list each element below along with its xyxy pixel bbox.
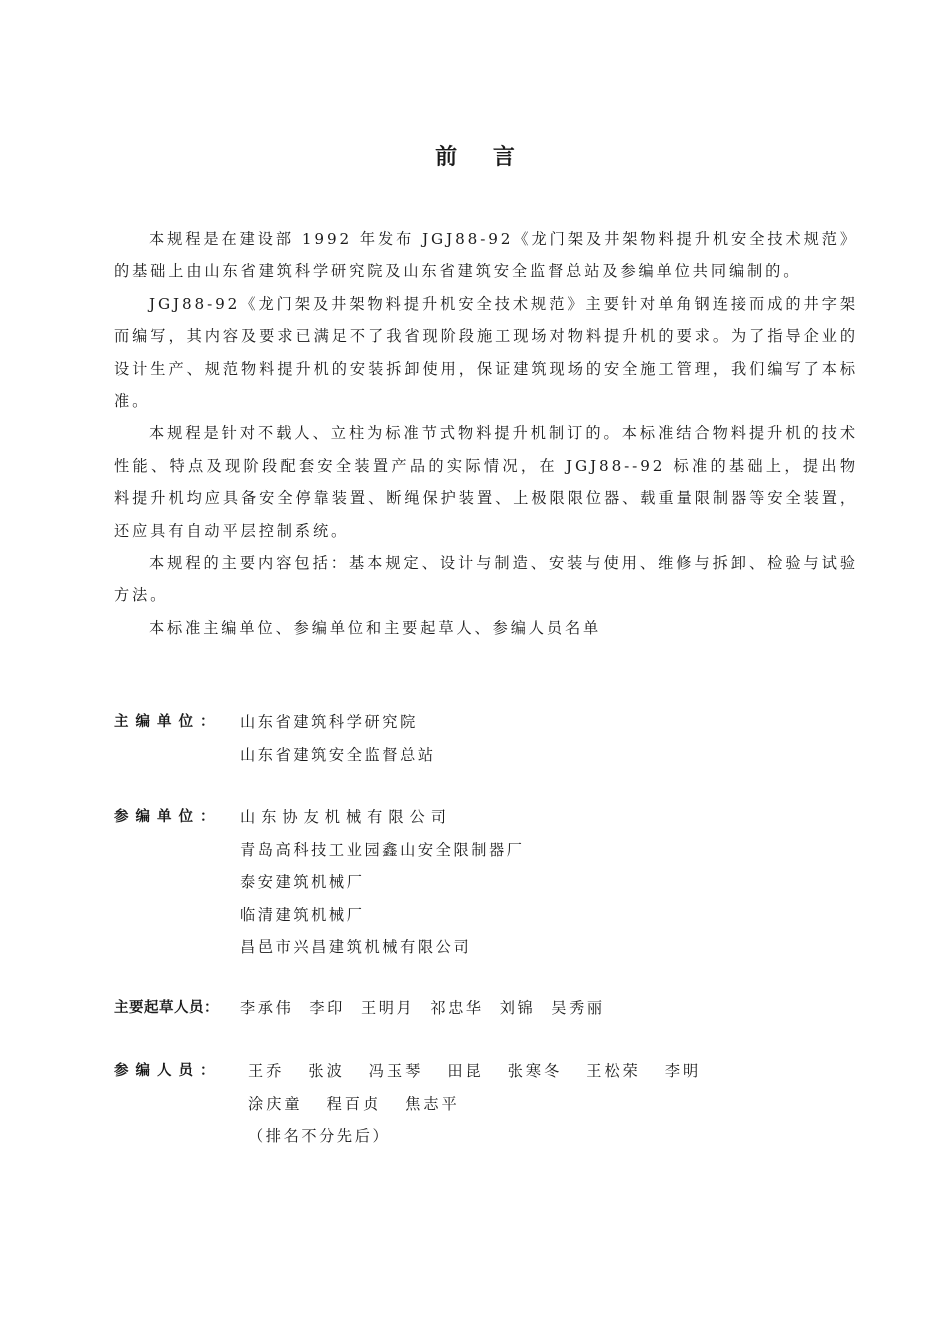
participant-name: 涂庆童 <box>248 1094 303 1113</box>
paragraph-3: 本规程是针对不载人、立柱为标准节式物料提升机制订的。本标准结合物料提升机的技术性能、特点及现阶段配套安全装置产品的实际情况，在 JGJ88--92 标准的基础上，提出物料提升机均应具备安全停靠装置、断绳保护装置、上极限限位器、载重量限制器等安全装置，还应具有自动平层控制系统。 <box>114 424 858 540</box>
main-drafters-label: 主要起草人员： <box>114 1000 219 1016</box>
participant-name: 田昆 <box>447 1062 484 1080</box>
participants-list <box>248 1057 725 1155</box>
participating-unit-item: 临清建筑机械厂 <box>240 905 365 924</box>
participant-name: 冯玉琴 <box>368 1062 424 1080</box>
page-title: 前 言 <box>435 145 529 170</box>
participating-unit-item: 青岛高科技工业园鑫山安全限制器厂 <box>240 840 525 859</box>
participant-name: 王乔 <box>248 1062 285 1080</box>
drafter-name: 王明月 <box>360 999 415 1017</box>
participant-name: 程百贞 <box>326 1094 382 1113</box>
drafter-name: 祁忠华 <box>430 999 484 1017</box>
paragraph-1: 本规程是在建设部 1992 年发布 JGJ88-92《龙门架及井架物料提升机安全技术规范》的基础上由山东省建筑科学研究院及山东省建筑安全监督总站及参编单位共同编制的。 <box>114 230 858 281</box>
paragraph-4: 本规程的主要内容包括：基本规定、设计与制造、安装与使用、维修与拆卸、检验与试验方法。 <box>114 554 858 605</box>
paragraph-5: 本标准主编单位、参编单位和主要起草人、参编人员名单 <box>148 618 602 637</box>
drafter-name: 吴秀丽 <box>551 999 605 1017</box>
participant-name: 焦志平 <box>405 1094 460 1113</box>
participating-units-label: 参编单位： <box>114 809 222 825</box>
participating-unit-item: 昌邑市兴昌建筑机械有限公司 <box>240 938 472 956</box>
chief-unit-item: 山东省建筑科学研究院 <box>240 713 418 731</box>
participating-units-list <box>240 803 525 966</box>
participant-name: 张波 <box>308 1062 345 1080</box>
participant-name: 王松荣 <box>586 1062 641 1080</box>
ranking-note: （排名不分先后） <box>248 1127 391 1145</box>
drafter-name: 刘锦 <box>499 999 536 1017</box>
preface-body <box>114 223 858 644</box>
participating-unit-item: 山东协友机械有限公司 <box>240 808 452 826</box>
drafter-name: 李承伟 <box>240 999 294 1017</box>
participating-unit-item: 泰安建筑机械厂 <box>240 873 365 891</box>
chief-units-list <box>240 708 436 773</box>
participant-name: 张寒冬 <box>507 1062 563 1080</box>
participant-name: 李明 <box>664 1062 702 1080</box>
chief-units-label: 主编单位： <box>114 714 222 730</box>
drafter-name: 李印 <box>309 999 345 1017</box>
chief-unit-item: 山东省建筑安全监督总站 <box>240 745 436 764</box>
paragraph-2: JGJ88-92《龙门架及井架物料提升机安全技术规范》主要针对单角钢连接而成的井字架而编写，其内容及要求已满足不了我省现阶段施工现场对物料提升机的要求。为了指导企业的设计生产、规范物料提升机的安装拆卸使用，保证建筑现场的安全施工管理，我们编写了本标准。 <box>114 294 858 411</box>
participants-label: 参编人员： <box>114 1063 222 1079</box>
main-drafters-list <box>240 994 621 1027</box>
